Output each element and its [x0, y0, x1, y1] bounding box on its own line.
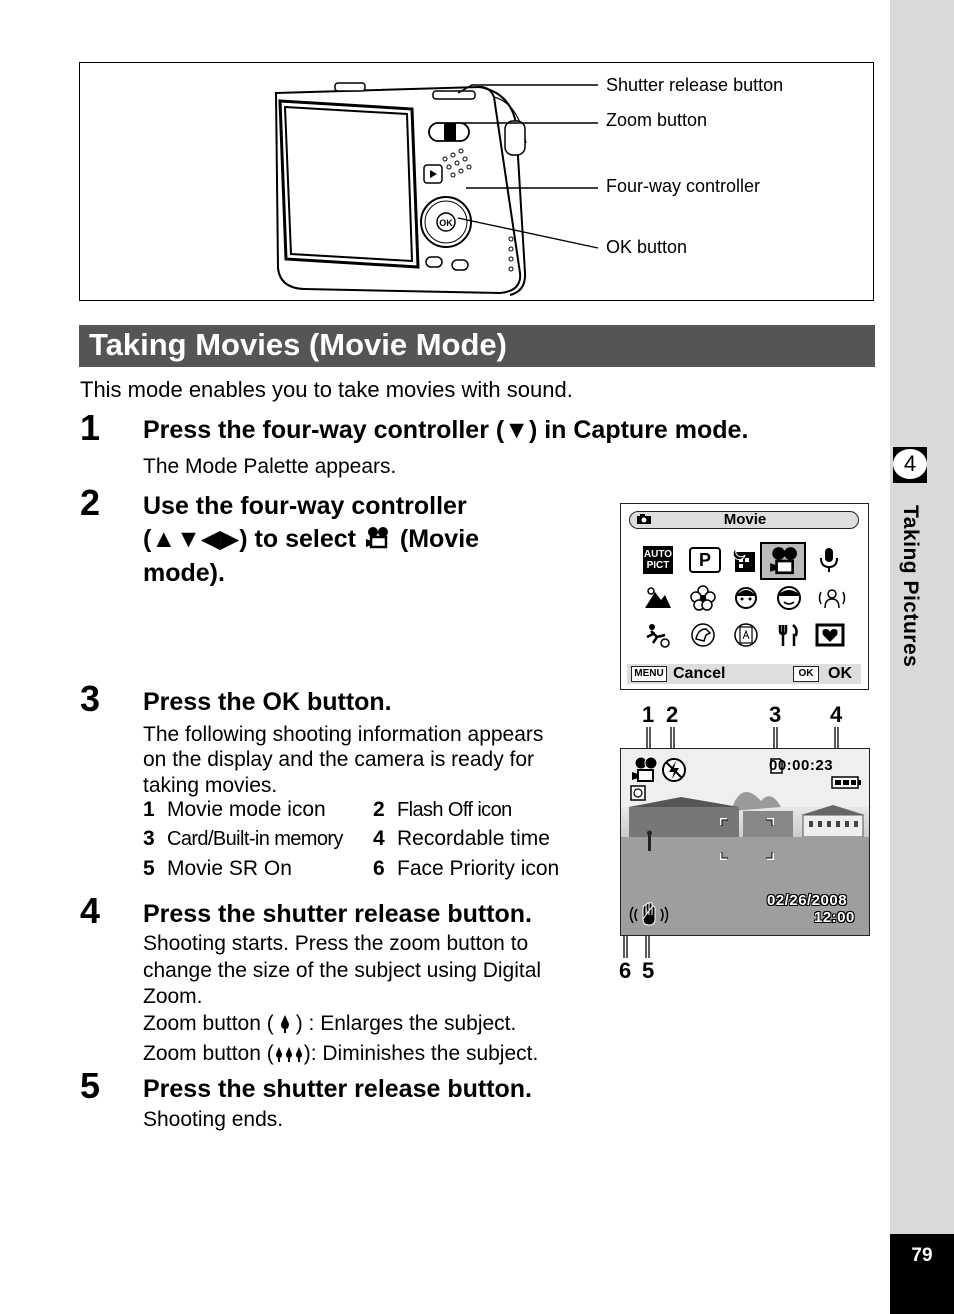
- wide-icon: [274, 1044, 304, 1064]
- step-2-number: 2: [80, 482, 101, 523]
- ok-key: OK: [793, 666, 819, 682]
- callout-ok-button: OK button: [606, 237, 688, 257]
- step-1-body: The Mode Palette appears.: [143, 455, 397, 478]
- food-icon[interactable]: [774, 621, 804, 649]
- legend-label-5: Movie SR On: [167, 857, 292, 880]
- recordable-time: 00:00:23: [769, 757, 834, 774]
- movie-mode-icon: [365, 526, 391, 550]
- legend-number-6: 6: [373, 857, 385, 880]
- camera-figure: [79, 62, 874, 301]
- palette-title-bar: [629, 511, 859, 529]
- palette-title: Movie: [723, 511, 767, 528]
- sport-icon[interactable]: [643, 621, 673, 649]
- step-2-title-part-b: (Movie: [399, 525, 480, 553]
- chapter-title: Taking Pictures: [899, 505, 922, 668]
- legend-number-4: 4: [373, 827, 385, 850]
- step-4-body-line1: Shooting starts. Press the zoom button to: [143, 932, 529, 955]
- pet-icon[interactable]: [688, 621, 718, 649]
- step-5-number: 5: [80, 1065, 101, 1106]
- step-3-body-line3: taking movies.: [143, 774, 278, 797]
- step-3-body-line1: The following shooting information appears: [143, 723, 544, 746]
- step-4-number: 4: [80, 890, 101, 931]
- auto-pict-line1: AUTO: [643, 549, 673, 560]
- step-2-title-part-a: (▲▼◀▶) to select: [143, 525, 356, 553]
- callout-number-1: 1: [642, 702, 655, 727]
- legend-label-2: Flash Off icon: [397, 799, 512, 821]
- tele-icon: [278, 1014, 292, 1034]
- svg-text:OK: OK: [439, 218, 453, 228]
- zoom-out-text-b: ): Diminishes the subject.: [303, 1042, 539, 1065]
- callout-four-way-controller: Four-way controller: [606, 176, 761, 196]
- legend-label-3: Card/Built-in memory: [167, 828, 343, 850]
- step-1-title: Press the four-way controller (▼) in Capture mode.: [143, 416, 749, 444]
- ok-button[interactable]: OK: [828, 665, 852, 682]
- legend-number-1: 1: [143, 798, 155, 821]
- callout-zoom-button: Zoom button: [606, 110, 708, 130]
- step-4-title: Press the shutter release button.: [143, 900, 533, 928]
- flower-icon[interactable]: [688, 584, 718, 612]
- legend-label-4: Recordable time: [397, 827, 550, 850]
- step-3-title: Press the OK button.: [143, 688, 392, 716]
- step-4-body-line3: Zoom.: [143, 985, 203, 1008]
- legend-number-5: 5: [143, 857, 155, 880]
- section-title: Taking Movies (Movie Mode): [89, 327, 507, 362]
- menu-key: MENU: [631, 666, 667, 682]
- callout-shutter-release: Shutter release button: [606, 75, 784, 95]
- mode-palette-screen: [620, 503, 869, 690]
- live-view-screen: [620, 748, 870, 936]
- frame-composite-icon[interactable]: [815, 621, 845, 649]
- legend-number-3: 3: [143, 827, 155, 850]
- section-intro: This mode enables you to take movies with sound.: [80, 377, 573, 402]
- page-number: 79: [890, 1234, 954, 1314]
- step-4-body-line2: change the size of the subject using Digital: [143, 959, 542, 982]
- step-2-title-line2: [143, 523, 479, 556]
- movie-mode-selected-cell[interactable]: [760, 542, 806, 580]
- natural-skin-tone-icon[interactable]: [774, 584, 804, 612]
- step-1-number: 1: [80, 407, 101, 448]
- legend-label-1: Movie mode icon: [167, 798, 326, 821]
- portrait-icon[interactable]: [731, 584, 761, 612]
- program-mode-icon[interactable]: P: [689, 547, 721, 573]
- landscape-icon[interactable]: [643, 584, 673, 612]
- auto-pict-icon[interactable]: [643, 546, 673, 574]
- step-4-zoom-in-line: [143, 1011, 516, 1037]
- palette-movie-icon: [766, 546, 800, 576]
- step-4-zoom-out-line: [143, 1041, 538, 1067]
- step-3-body-line2: on the display and the camera is ready for: [143, 748, 535, 771]
- auto-pict-line2: PICT: [646, 560, 670, 571]
- step-5-body: Shooting ends.: [143, 1108, 284, 1131]
- callout-number-4: 4: [830, 702, 843, 727]
- party-icon[interactable]: [817, 584, 847, 612]
- legend-number-2: 2: [373, 798, 385, 821]
- night-scene-icon[interactable]: [731, 546, 761, 574]
- chapter-number-tab: [893, 447, 927, 483]
- legend-label-6: Face Priority icon: [397, 857, 560, 880]
- callout-number-3: 3: [769, 702, 782, 727]
- zoom-in-text-a: Zoom button (: [143, 1012, 274, 1035]
- palette-footer: [627, 664, 861, 684]
- step-2-title-line1: Use the four-way controller: [143, 492, 467, 520]
- zoom-out-text-a: Zoom button (: [143, 1042, 274, 1065]
- callout-number-5: 5: [642, 958, 655, 983]
- date-display: 02/26/2008: [767, 892, 848, 909]
- text-icon[interactable]: [731, 621, 761, 649]
- callout-number-2: 2: [666, 702, 679, 727]
- voice-recording-icon[interactable]: [814, 546, 844, 574]
- step-3-number: 3: [80, 678, 101, 719]
- step-5-title: Press the shutter release button.: [143, 1075, 533, 1103]
- cancel-button[interactable]: Cancel: [673, 665, 726, 682]
- callout-number-6: 6: [619, 958, 632, 983]
- lcd-movie-sr-icon: [643, 903, 655, 925]
- section-heading-bar: [79, 325, 875, 367]
- zoom-in-text-b: ) : Enlarges the subject.: [295, 1012, 517, 1035]
- time-display: 12:00: [814, 909, 855, 926]
- chapter-number: 4: [893, 449, 927, 479]
- step-2-title-line3: mode).: [143, 559, 225, 587]
